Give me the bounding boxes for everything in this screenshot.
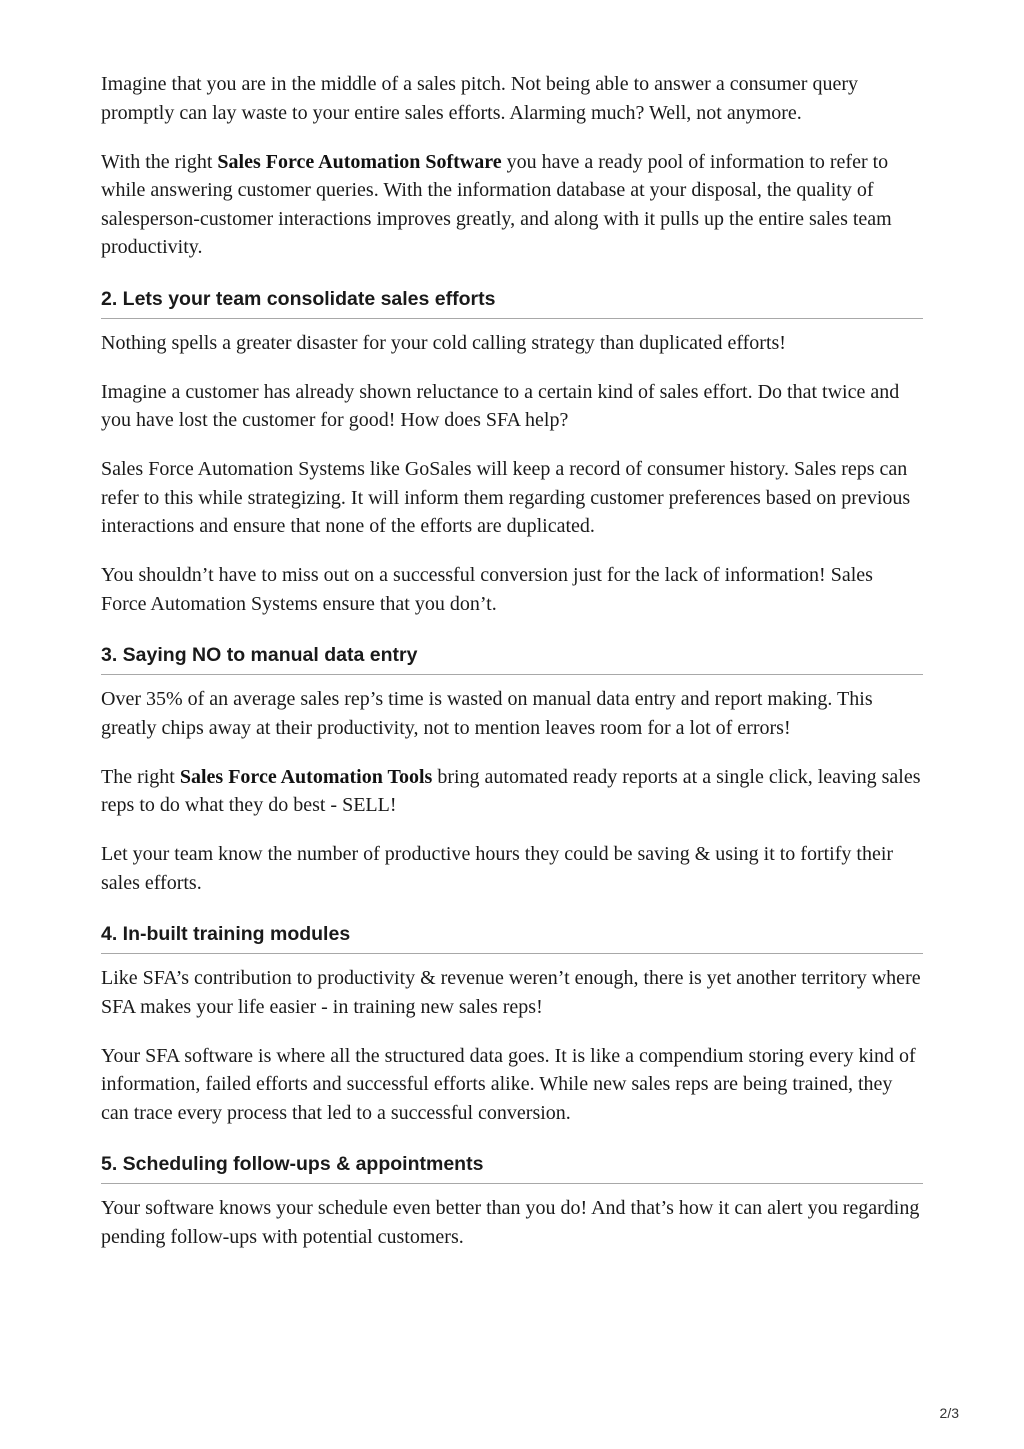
paragraph-text: The right xyxy=(101,765,180,788)
paragraph-sfa-software xyxy=(101,148,923,262)
paragraph-text: bring automated ready reports at a single click, leaving sales reps to do what they do best - SELL! xyxy=(101,765,921,816)
article-body xyxy=(101,70,923,1272)
paragraph: Your software knows your schedule even better than you do! And that’s how it can alert you regarding pending follow-ups with potential customers. xyxy=(101,1197,920,1248)
paragraph: Sales Force Automation Systems like GoSales will keep a record of consumer history. Sales reps can refer to this while strategizing. It will inform them regarding customer preferences based on previous interactions and ensure that none of the efforts are duplicated. xyxy=(101,458,911,537)
paragraph-text: With the right xyxy=(101,150,218,173)
paragraph-sfa-tools xyxy=(101,763,923,820)
paragraph: Imagine a customer has already shown reluctance to a certain kind of sales effort. Do that twice and you have lost the customer for good! How does SFA help? xyxy=(101,380,900,431)
section-heading-consolidate: 2. Lets your team consolidate sales efforts xyxy=(101,287,923,319)
paragraph-intro: Imagine that you are in the middle of a sales pitch. Not being able to answer a consumer query promptly can lay waste to your entire sales efforts. Alarming much? Well, not anymore. xyxy=(101,73,858,124)
bold-term-sfa-tools: Sales Force Automation Tools xyxy=(179,765,433,788)
paragraph: You shouldn’t have to miss out on a successful conversion just for the lack of information! Sales Force Automation Systems ensure that you don’t. xyxy=(101,564,873,615)
paragraph: Over 35% of an average sales rep’s time is wasted on manual data entry and report making. This greatly chips away at their productivity, not to mention leaves room for a lot of errors! xyxy=(101,688,873,739)
section-heading-training: 4. In-built training modules xyxy=(101,922,923,954)
paragraph-text: you have a ready pool of information to refer to while answering customer queries. With the information database at your disposal, the quality of salesperson-customer interactions improves greatly, and along with it pulls up the entire sales team productivity. xyxy=(101,150,892,258)
paragraph: Like SFA’s contribution to productivity & revenue weren’t enough, there is yet another territory where SFA makes your life easier - in training new sales reps! xyxy=(101,967,921,1018)
paragraph: Nothing spells a greater disaster for your cold calling strategy than duplicated efforts! xyxy=(101,331,786,354)
paragraph: Let your team know the number of productive hours they could be saving & using it to fortify their sales efforts. xyxy=(101,843,894,894)
bold-term-sfa-software: Sales Force Automation Software xyxy=(217,150,502,173)
page-number: 2/3 xyxy=(939,1405,959,1421)
section-heading-manual-data-entry: 3. Saying NO to manual data entry xyxy=(101,643,923,675)
section-heading-scheduling: 5. Scheduling follow-ups & appointments xyxy=(101,1152,923,1184)
paragraph: Your SFA software is where all the structured data goes. It is like a compendium storing every kind of information, failed efforts and successful efforts alike. While new sales reps are being trained, they can trace every process that led to a successful conversion. xyxy=(101,1044,916,1124)
